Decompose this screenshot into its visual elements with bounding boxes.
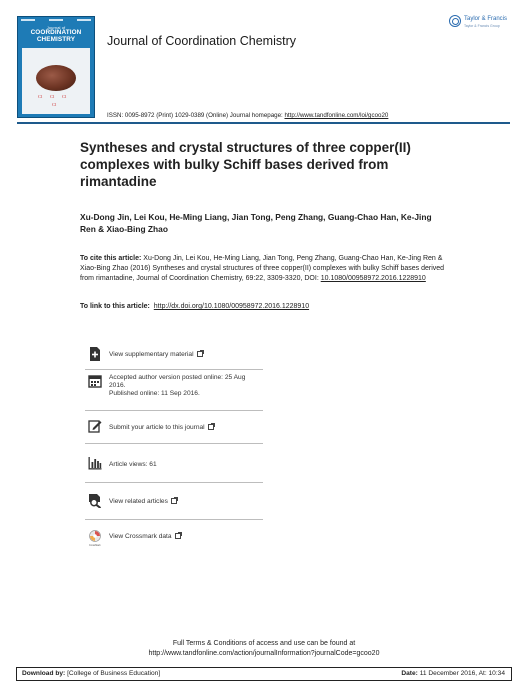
article-authors: Xu-Dong Jin, Lei Kou, He-Ming Liang, Jian Tong, Peng Zhang, Guang-Chao Han, Ke-Jing Ren & Xiao-Bing Zhao <box>80 212 432 235</box>
issn-line <box>107 112 388 119</box>
cover-cl-label: Cl <box>38 94 43 99</box>
terms-link[interactable]: http://www.tandfonline.com/action/journalInformation?journalCode=gcoo20 <box>148 649 380 657</box>
publication-dates <box>85 370 263 411</box>
search-document-icon <box>88 494 102 508</box>
view-crossmark-data[interactable] <box>85 520 263 556</box>
publisher-logo-icon <box>449 15 461 27</box>
cover-label-big-1: COORDINATION <box>30 29 82 36</box>
link-label: To link to this article: <box>80 303 150 310</box>
pencil-icon <box>88 419 102 433</box>
article-views <box>85 444 263 483</box>
crossmark-icon <box>88 530 102 544</box>
cover-title <box>18 25 94 43</box>
action-label: Submit your article to this journal <box>109 424 205 431</box>
action-label: View Crossmark data <box>109 533 172 540</box>
cover-stripes <box>21 19 91 23</box>
header-divider <box>17 122 510 124</box>
view-related-articles[interactable] <box>85 483 263 520</box>
submit-article[interactable] <box>85 411 263 444</box>
doi-link[interactable]: 10.1080/00958972.2016.1228910 <box>320 275 426 282</box>
citation-block <box>80 254 450 284</box>
calendar-icon <box>88 374 102 388</box>
journal-cover <box>17 16 95 118</box>
external-link-icon <box>175 533 181 539</box>
cover-cl-label: Cl <box>52 102 57 107</box>
download-label: Download by: <box>22 670 66 677</box>
cover-label-small: Journal of <box>46 25 66 30</box>
cover-label-big-2: CHEMISTRY <box>36 35 76 43</box>
article-views-label: Article views: 61 <box>109 461 157 468</box>
action-label: View related articles <box>109 498 168 505</box>
publisher-subtitle: Taylor & Francis Group <box>464 24 500 28</box>
journal-name: Journal of Coordination Chemistry <box>107 34 296 48</box>
publisher-logo[interactable] <box>449 15 509 35</box>
article-link-line <box>80 303 450 310</box>
terms-notice <box>0 639 528 658</box>
issn-text: ISSN: 0095-8972 (Print) 1029-0389 (Online) Journal homepage: <box>107 112 285 119</box>
accepted-date: Accepted author version posted online: 25 Aug 2016. <box>109 374 246 389</box>
download-info-bar <box>16 667 512 681</box>
article-title: Syntheses and crystal structures of three copper(II) complexes with bulky Schiff bases derived from rimantadine <box>80 140 411 189</box>
cover-molecule-image <box>36 65 76 91</box>
view-supplementary-material[interactable] <box>85 341 263 370</box>
cover-cl-label: Cl <box>50 94 55 99</box>
terms-line-1: Full Terms & Conditions of access and use can be found at <box>172 640 356 647</box>
download-value: [College of Business Education] <box>65 670 161 677</box>
external-link-icon <box>197 351 203 357</box>
bar-chart-icon <box>88 456 102 470</box>
crossmark-caption: CrossMark <box>89 544 101 547</box>
article-link[interactable]: http://dx.doi.org/10.1080/00958972.2016.1228910 <box>153 303 310 310</box>
cover-illustration <box>22 48 90 114</box>
publisher-name: Taylor & Francis <box>464 16 508 22</box>
external-link-icon <box>171 498 177 504</box>
published-date: Published online: 11 Sep 2016. <box>109 390 200 397</box>
plus-document-icon <box>88 347 102 361</box>
journal-homepage-link[interactable]: http://www.tandfonline.com/loi/gcoo20 <box>284 112 389 119</box>
cite-text: Xu-Dong Jin, Lei Kou, He-Ming Liang, Jian Tong, Peng Zhang, Guang-Chao Han, Ke-Jing Ren & Xiao-Bing Zhao (2016) Syntheses and crystal structures of three copper(II) complexes with bulky Schiff bases derived from rimantadine, Journal of Coordination Chemistry, 69:22, 3309-3320, DOI: <box>80 255 445 282</box>
cite-label: To cite this article: <box>80 255 142 262</box>
article-actions-list <box>85 341 263 556</box>
date-value: 11 December 2016, At: 10:34 <box>417 670 505 677</box>
date-label: Date: <box>401 670 418 677</box>
external-link-icon <box>208 424 214 430</box>
cover-cl-label: Cl <box>62 94 67 99</box>
action-label: View supplementary material <box>109 351 194 358</box>
